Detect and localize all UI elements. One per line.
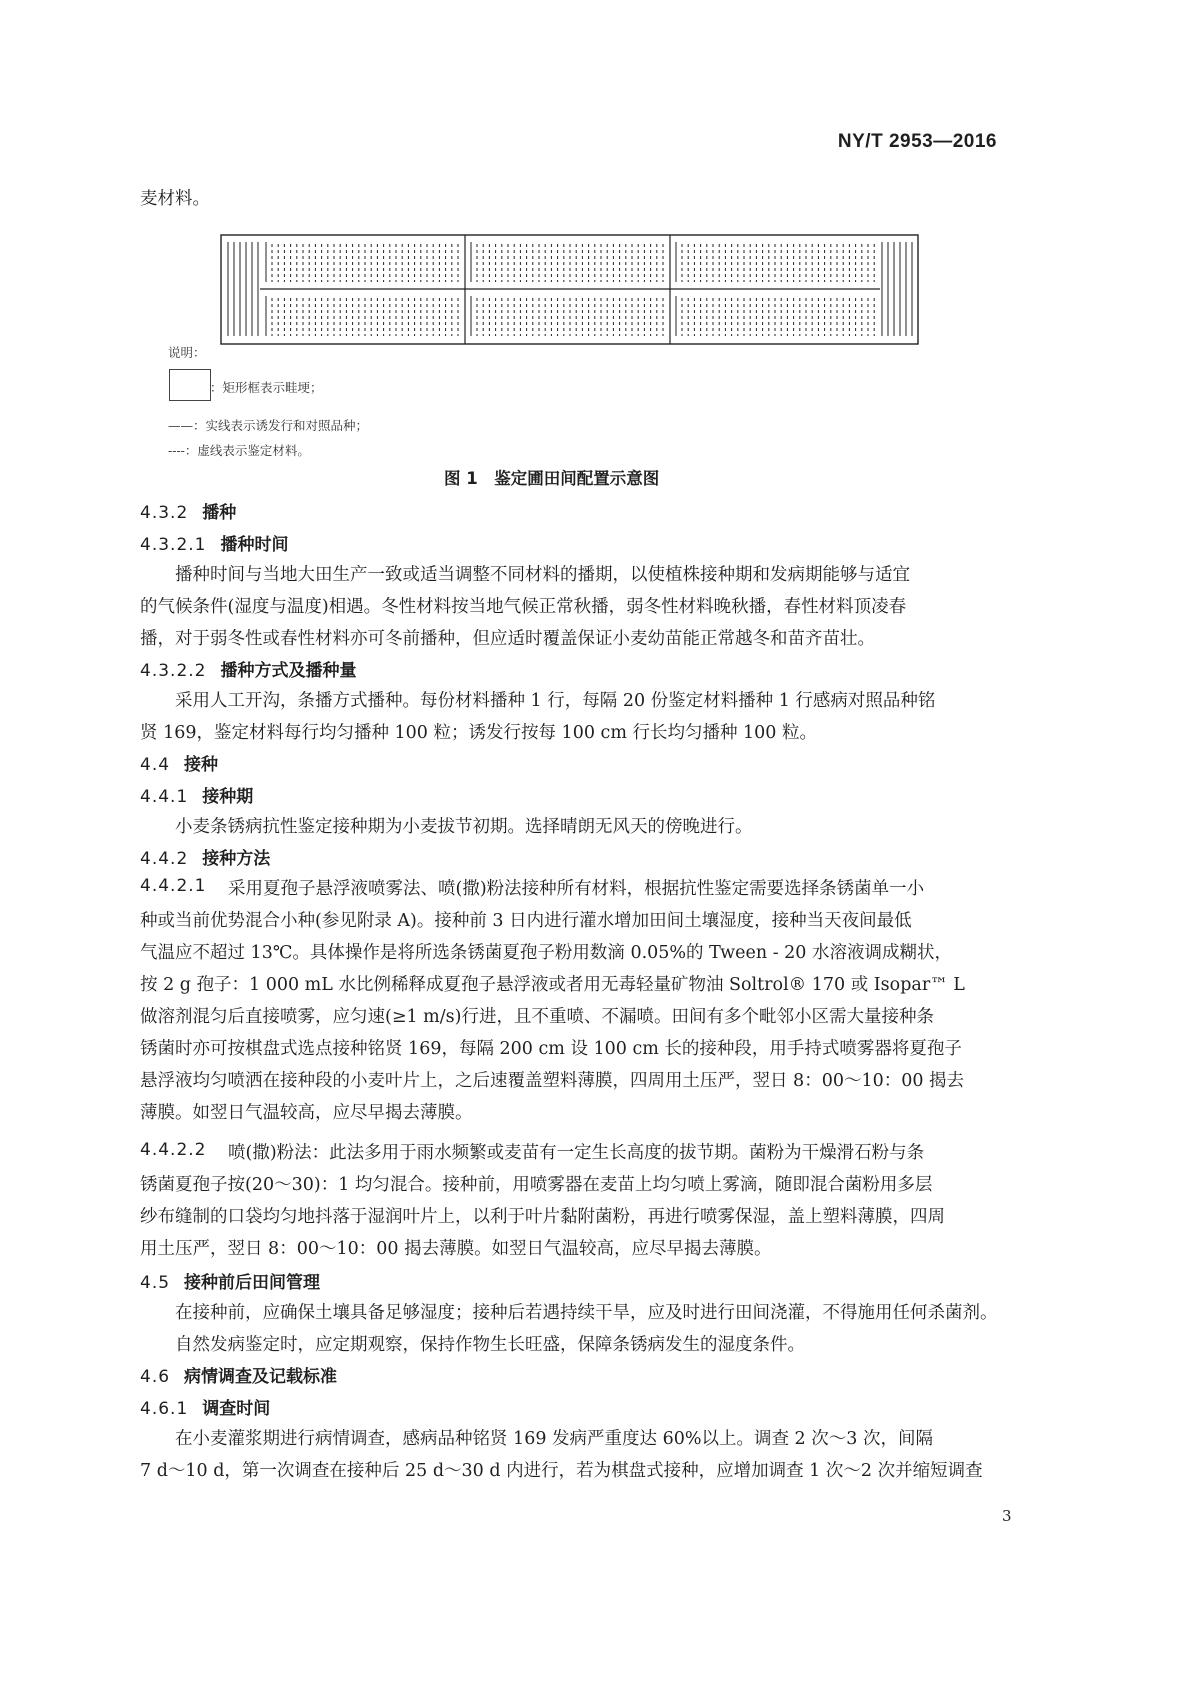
- heading-4-6: [140, 1362, 337, 1387]
- paragraph-line: 种或当前优势混合小种(参见附录 A)。接种前 3 日内进行灌水增加田间土壤湿度，接种当天夜间最低: [140, 911, 912, 931]
- heading-4-3-2-1: [140, 530, 288, 555]
- paragraph-line: 纱布缝制的口袋均匀地抖落于湿润叶片上，以利于叶片黏附菌粉，再进行喷雾保湿，盖上塑料薄膜，四周: [140, 1207, 945, 1227]
- heading-4-6-1: [140, 1394, 270, 1419]
- intro-line: 麦材料。: [140, 189, 210, 209]
- heading-title: 接种方法: [202, 849, 271, 869]
- heading-number: 4.5: [140, 1273, 171, 1293]
- heading-4-5: [140, 1268, 320, 1293]
- heading-4-4-1: [140, 782, 253, 807]
- paragraph-line: 悬浮液均匀喷洒在接种段的小麦叶片上，之后速覆盖塑料薄膜，四周用土压严，翌日 8：00～10：00 揭去: [140, 1071, 965, 1091]
- heading-title: 病情调查及记载标准: [184, 1367, 338, 1387]
- heading-title: 调查时间: [202, 1399, 271, 1419]
- figure-caption: 图 1 鉴定圃田间配置示意图: [444, 469, 660, 488]
- heading-number: 4.3.2.1: [140, 535, 207, 555]
- heading-title: 播种方式及播种量: [220, 661, 357, 681]
- field-layout-diagram: [220, 234, 920, 346]
- paragraph-line: 采用夏孢子悬浮液喷雾法、喷(撒)粉法接种所有材料，根据抗性鉴定需要选择条锈菌单一小: [228, 879, 925, 899]
- heading-number: 4.4: [140, 755, 171, 775]
- heading-number: 4.6: [140, 1367, 171, 1387]
- legend-box-symbol: [169, 369, 211, 401]
- paragraph-line: 用土压严，翌日 8：00～10：00 揭去薄膜。如翌日气温较高，应尽早揭去薄膜。: [140, 1239, 772, 1259]
- paragraph-line: 自然发病鉴定时，应定期观察，保持作物生长旺盛，保障条锈病发生的湿度条件。: [175, 1335, 805, 1355]
- heading-number: 4.6.1: [140, 1399, 189, 1419]
- heading-number: 4.4.2: [140, 849, 189, 869]
- standard-code: NY/T 2953—2016: [837, 131, 997, 152]
- heading-4-3-2-2: [140, 656, 356, 681]
- page-number: 3: [1002, 1507, 1012, 1525]
- heading-4-4-2: [140, 844, 270, 869]
- heading-number: 4.3.2.2: [140, 661, 207, 681]
- paragraph-line: 采用人工开沟，条播方式播种。每份材料播种 1 行，每隔 20 份鉴定材料播种 1 行感病对照品种铭: [175, 691, 936, 711]
- heading-title: 播种时间: [220, 535, 289, 555]
- paragraph-line: 7 d～10 d，第一次调查在接种后 25 d～30 d 内进行，若为棋盘式接种，应增加调查 1 次～2 次并缩短调查: [140, 1461, 983, 1481]
- paragraph-line: 在接种前，应确保土壤具备足够湿度；接种后若遇持续干旱，应及时进行田间浇灌，不得施用任何杀菌剂。: [175, 1303, 998, 1323]
- paragraph-line: 锈菌时亦可按棋盘式选点接种铭贤 169，每隔 200 cm 设 100 cm 长的接种段，用手持式喷雾器将夏孢子: [140, 1039, 962, 1059]
- legend-dashed-text: ----：虚线表示鉴定材料。: [168, 443, 310, 458]
- legend-box-text: ：矩形框表示畦埂；: [210, 380, 323, 395]
- heading-number: 4.3.2: [140, 503, 189, 523]
- heading-title: 接种前后田间管理: [184, 1273, 321, 1293]
- heading-title: 接种: [184, 755, 219, 775]
- paragraph-line: 按 2 g 孢子：1 000 mL 水比例稀释成夏孢子悬浮液或者用无毒轻量矿物油 Soltrol® 170 或 Isopar™ L: [140, 975, 965, 995]
- paragraph-line: 播种时间与当地大田生产一致或适当调整不同材料的播期，以使植株接种期和发病期能够与适宜: [175, 565, 910, 585]
- heading-number: 4.4.1: [140, 787, 189, 807]
- paragraph-line: 播，对于弱冬性或春性材料亦可冬前播种，但应适时覆盖保证小麦幼苗能正常越冬和苗齐苗壮。: [140, 629, 875, 649]
- heading-number: 4.4.2.2: [140, 1140, 207, 1160]
- heading-4-4: [140, 750, 218, 775]
- paragraph-line: 在小麦灌浆期进行病情调查，感病品种铭贤 169 发病严重度达 60%以上。调查 2 次～3 次，间隔: [175, 1429, 933, 1449]
- paragraph-line: 小麦条锈病抗性鉴定接种期为小麦拔节初期。选择晴朗无风天的傍晚进行。: [175, 817, 753, 837]
- heading-4-4-2-2: [140, 1140, 220, 1160]
- heading-4-4-2-1: [140, 876, 220, 896]
- heading-number: 4.4.2.1: [140, 876, 207, 896]
- legend-title: 说明：: [168, 345, 206, 360]
- heading-title: 接种期: [202, 787, 254, 807]
- paragraph-line: 贤 169，鉴定材料每行均匀播种 100 粒；诱发行按每 100 cm 行长均匀播种 100 粒。: [140, 723, 818, 743]
- paragraph-line: 薄膜。如翌日气温较高，应尽早揭去薄膜。: [140, 1103, 473, 1123]
- paragraph-line: 气温应不超过 13℃。具体操作是将所选条锈菌夏孢子粉用数滴 0.05%的 Tween - 20 水溶液调成糊状，: [140, 943, 953, 963]
- paragraph-line: 锈菌夏孢子按(20～30)：1 均匀混合。接种前，用喷雾器在麦苗上均匀喷上雾滴，随即混合菌粉用多层: [140, 1175, 933, 1195]
- heading-4-3-2: [140, 498, 236, 523]
- heading-title: 播种: [202, 503, 237, 523]
- paragraph-line: 做溶剂混匀后直接喷雾，应匀速(≥1 m/s)行进，且不重喷、不漏喷。田间有多个毗邻小区需大量接种条: [140, 1007, 934, 1027]
- legend-solid-text: ——：实线表示诱发行和对照品种；: [168, 418, 369, 433]
- paragraph-line: 的气候条件(湿度与温度)相遇。冬性材料按当地气候正常秋播，弱冬性材料晚秋播，春性材料顶凌春: [140, 597, 907, 617]
- paragraph-line: 喷(撒)粉法：此法多用于雨水频繁或麦苗有一定生长高度的拔节期。菌粉为干燥滑石粉与条: [228, 1143, 925, 1163]
